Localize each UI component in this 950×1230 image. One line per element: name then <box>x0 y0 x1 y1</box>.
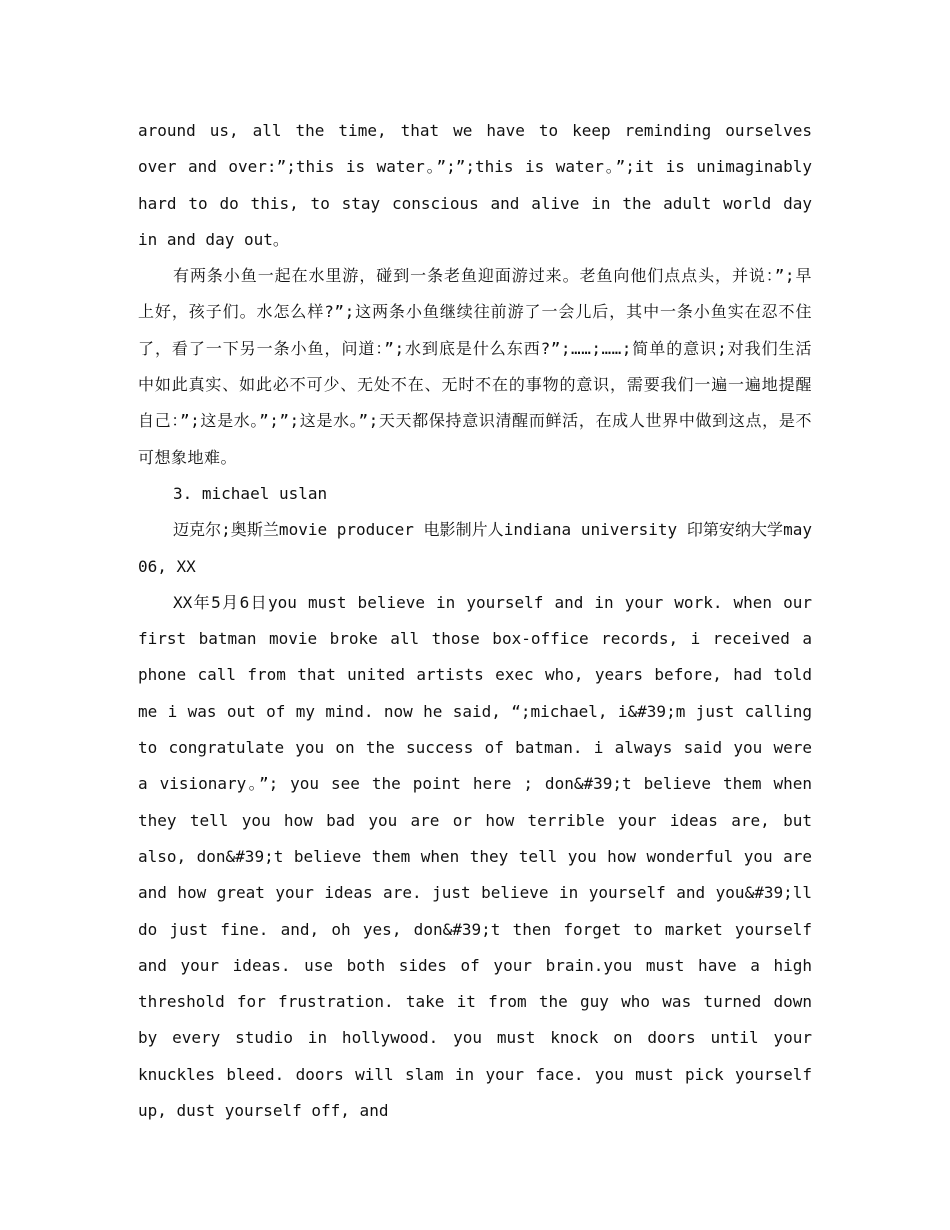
paragraph-speaker-info: 迈克尔;奥斯兰movie producer 电影制片人indiana university 印第安纳大学may 06, XX <box>138 520 812 576</box>
paragraph-english-continuation: around us, all the time, that we have to keep reminding ourselves over and over:”;this is water。”;”;this is water。”;it is unimaginably hard to do this, to stay conscious and alive in the adult world day in and day out。 <box>138 121 812 249</box>
section-heading-michael-uslan: 3. michael uslan <box>173 483 328 503</box>
paragraph-chinese-fish-story: 有两条小鱼一起在水里游，碰到一条老鱼迎面游过来。老鱼向他们点点头，并说：”;早上好，孩子们。水怎么样?”;这两条小鱼继续往前游了一会儿后，其中一条小鱼实在忍不住了，看了一下另一条小鱼，问道：”;水到底是什么东西?”;……;……;简单的意识;对我们生活中如此真实、如此必不可少、无处不在、无时不在的事物的意识，需要我们一遍一遍地提醒自己：”;这是水。”;”;这是水。”;天天都保持意识清醒而鲜活，在成人世界中做到这点，是不可想象地难。 <box>138 266 812 467</box>
paragraph-speech-body: XX年5月6日you must believe in yourself and in your work. when our first batman movie broke all those box-office records, i received a phone call from that united artists exec who, years before, had told me i was out of my mind. now he said, “;michael, i&#39;m just calling to congratulate you on the success of batman. i always said you were a visionary。”; you see the point here ; don&#39;t believe them when they tell you how bad you are or how terrible your ideas are, but also, don&#39;t believe them when they tell you how wonderful you are and how great your ideas are. just believe in yourself and you&#39;ll do just fine. and, oh yes, don&#39;t then forget to market yourself and your ideas. use both sides of your brain.you must have a high threshold for frustration. take it from the guy who was turned down by every studio in hollywood. you must knock on doors until your knuckles bleed. doors will slam in your face. you must pick yourself up, dust yourself off, and <box>138 592 812 1121</box>
